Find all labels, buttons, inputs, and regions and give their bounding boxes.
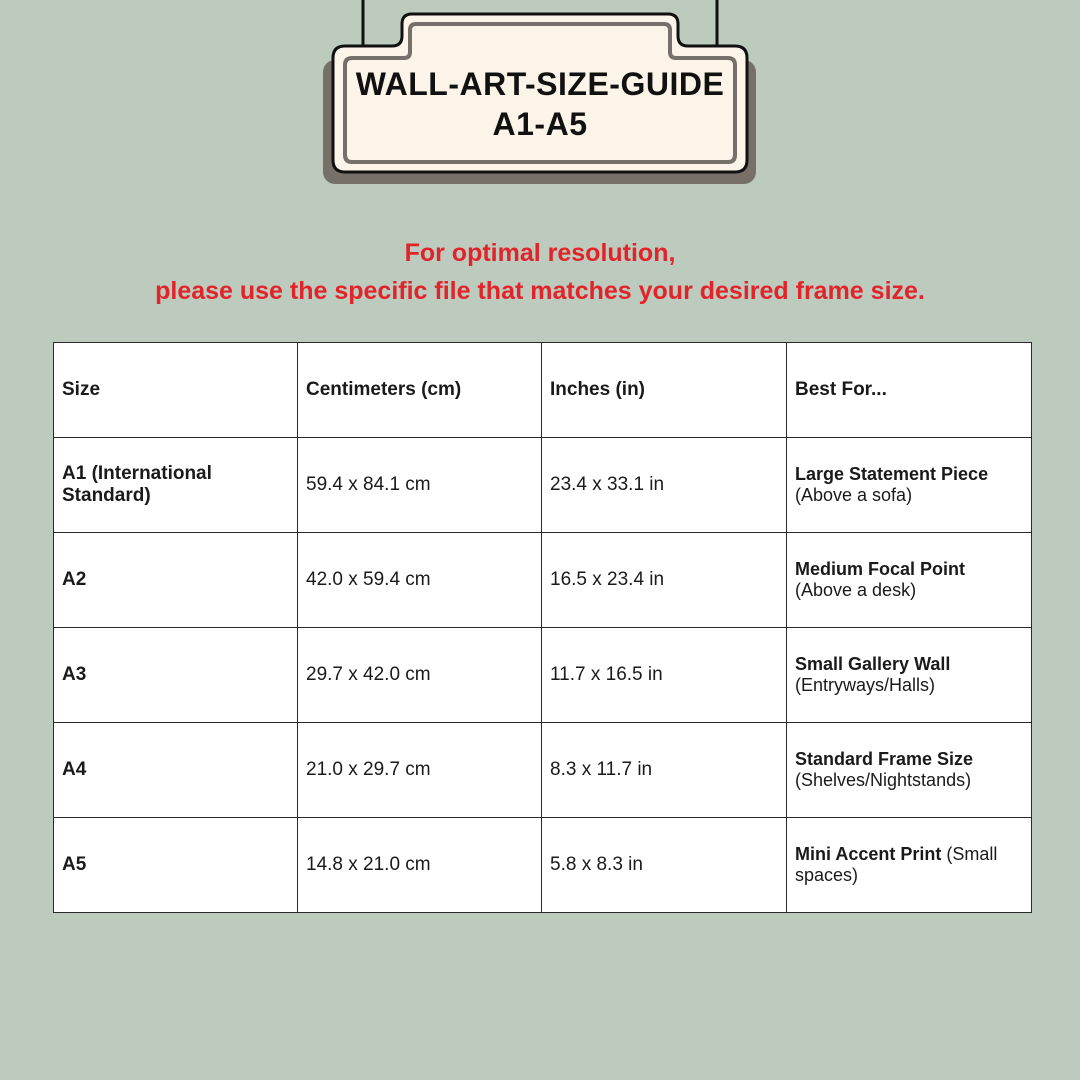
best-for-cell [787, 533, 1032, 628]
header-centimeters: Centimeters (cm) [298, 343, 542, 438]
best-for-note: (Small spaces) [795, 844, 998, 885]
cm-cell: 59.4 x 84.1 cm [298, 438, 542, 533]
best-for-cell [787, 628, 1032, 723]
cm-cell: 14.8 x 21.0 cm [298, 818, 542, 913]
inches-cell: 16.5 x 23.4 in [542, 533, 787, 628]
inches-cell: 23.4 x 33.1 in [542, 438, 787, 533]
table-row [54, 818, 1032, 913]
best-for-title: Small Gallery Wall [795, 654, 951, 674]
table-header-row [54, 343, 1032, 438]
size-cell: A2 [54, 533, 298, 628]
best-for-note: (Shelves/Nightstands) [795, 770, 972, 790]
inches-cell: 8.3 x 11.7 in [542, 723, 787, 818]
size-cell: A4 [54, 723, 298, 818]
notice-line2: please use the specific file that matches your desired frame size. [155, 277, 925, 305]
inches-cell: 11.7 x 16.5 in [542, 628, 787, 723]
best-for-note: (Above a sofa) [795, 485, 913, 505]
size-cell: A1 (International Standard) [54, 438, 298, 533]
table-row [54, 723, 1032, 818]
header-inches: Inches (in) [542, 343, 787, 438]
cm-cell: 21.0 x 29.7 cm [298, 723, 542, 818]
table-row [54, 533, 1032, 628]
table-row [54, 438, 1032, 533]
sign-title [340, 64, 740, 144]
best-for-title: Medium Focal Point [795, 559, 966, 579]
best-for-title: Large Statement Piece [795, 464, 989, 484]
notice-line1: For optimal resolution, [404, 239, 676, 267]
size-cell: A3 [54, 628, 298, 723]
best-for-cell [787, 438, 1032, 533]
table-row [54, 628, 1032, 723]
size-guide-table [53, 342, 1032, 913]
best-for-note: (Above a desk) [795, 580, 917, 600]
cm-cell: 29.7 x 42.0 cm [298, 628, 542, 723]
best-for-cell [787, 818, 1032, 913]
resolution-notice [0, 234, 1080, 310]
header-best-for: Best For... [787, 343, 1032, 438]
cm-cell: 42.0 x 59.4 cm [298, 533, 542, 628]
best-for-title: Standard Frame Size [795, 749, 974, 769]
sign-title-line2: A1-A5 [492, 106, 588, 142]
header-size: Size [54, 343, 298, 438]
best-for-title: Mini Accent Print [795, 844, 942, 864]
size-cell: A5 [54, 818, 298, 913]
best-for-cell [787, 723, 1032, 818]
sign-title-line1: WALL-ART-SIZE-GUIDE [355, 66, 725, 102]
best-for-note: (Entryways/Halls) [795, 675, 936, 695]
inches-cell: 5.8 x 8.3 in [542, 818, 787, 913]
